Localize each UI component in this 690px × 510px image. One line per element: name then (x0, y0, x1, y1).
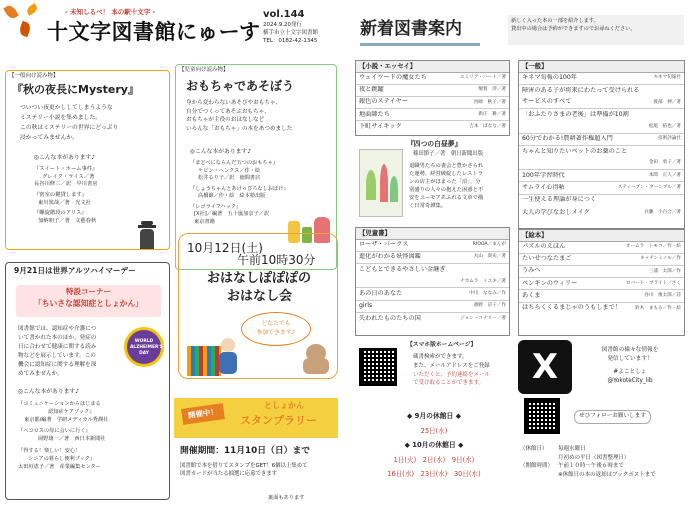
stamp-rally-section (174, 398, 338, 506)
list-item: 地面師たち 新庄 耕／著 (356, 109, 509, 121)
list-item: キネマ旬報の100年 キネマ旬報社 (519, 73, 684, 85)
book-list: 『コミュニケーションからはじまる 認知症ケアブック』 東京都/編著 学研メディカル秀潤社 『ペコロスの母に会いに行く』 岡野雄一／著 西日本新聞社 『得する！楽しい！安心！ シニアの暮らし便利ブック』 太田垣恵子／著 産業編集センター (18, 401, 109, 470)
list-item: こどもとできるやさしい金継ぎ (359, 265, 446, 273)
everyone-welcome-bubble: どなたでも 参加できます♪ (241, 312, 311, 346)
september-closed-heading: ◆ 9月の休館日 ◆ (407, 412, 461, 420)
list-item: あの日のあなた 中川 ななみ／作 (356, 288, 509, 300)
book-cover (359, 149, 403, 217)
list-item: 一生使える理論が身につく (522, 196, 597, 204)
list-heading: ◎こんな本があります♪ (18, 389, 79, 395)
list-item: 進化がわかる妖怪図鑑 丸山 貴史／著 (356, 252, 509, 264)
list-item: サムライ心得帖 スティーブン・ターンブル／著 (519, 182, 684, 194)
feature-description: ついつい夜更かししてしまうような ミステリー小説を集めました。 この秋はミステリーの世界にどっぷり 浸かってみませんか。 (20, 105, 119, 142)
stamp-title-1: としょかん (264, 401, 304, 410)
x-description: 図書館の様々な情報を 発信しています！ #よことしょ @YokoteCity_lib (601, 347, 659, 385)
october-closed-heading: ◆ 10月の休館日 ◆ (404, 441, 464, 450)
book-list: 『まどべにならんだ五つのおもちゃ』 ケビン・ヘンクス／作・絵 松井るり子／訳 徳間書店 『しょうちゃんとあけっぴろなしおばけ』 高橋節／作・絵 絵本塾出版 『レゴライフハック』 [X社]／編著 五十嵐加奈子／訳 東京書籍 (190, 160, 289, 225)
list-heading: ◎こんな本があります♪ (34, 155, 95, 161)
list-item: 60分でわかる!農耕著作権超入門 技術評論社 (519, 134, 684, 146)
stamp-period: 開催期間：11月10日（日）まで (180, 446, 311, 456)
qr-code (359, 348, 397, 386)
featured-book-title: 『四つの白昼夢』 (407, 140, 462, 148)
list-heading: ◎こんな本があります♪ (190, 149, 251, 155)
event-time: 午前10時30分 (237, 253, 316, 267)
smartphone-title: 【スマホ版ホームページ】 (407, 342, 477, 348)
event-title-2: おはなし会 (227, 289, 293, 304)
leaf-icon (25, 3, 39, 15)
new-books-title: 新着図書案内 (360, 18, 480, 46)
list-item: パズルのえほん オームラ トモコ／作・絵 (519, 242, 684, 254)
list-item: たいせつなたまご キッチンミノル／作 (519, 254, 684, 266)
follow-request: ぜひフォローお願いします (574, 410, 651, 424)
list-item: うみへ 三浦 太郎／作 (519, 266, 684, 278)
x-account-section (518, 340, 685, 438)
featured-book (355, 139, 510, 224)
list-item: 銀色のステイヤー 河﨑 秋子／著 (356, 97, 509, 109)
stamp-title-2: スタンプラリー (240, 414, 317, 427)
feature-title: 『秋の夜長にMystery』 (12, 83, 139, 96)
smartphone-description: 蔵書検索ができます。 また、メールアドレスをご登録 いただくと、予約連絡をメール で受け取ることができます。 (413, 354, 490, 387)
alzheimer-description: 図書館では、認知症や介護につ いて書かれた本のほか、発症の 日に合わせて健康に関する読み 物などを展示しています。この 機会に認知症に関する理解を深 めてみませんか。 (18, 326, 97, 378)
back-side-note: 裏面もあります (268, 495, 305, 501)
tagline: - 未知しるべ！ 本の駅十文字 - (65, 8, 156, 16)
reading-illustration (187, 332, 239, 376)
feature-title: おもちゃであそぼう (186, 79, 295, 93)
list-item: 失われたものたちの国 ジョン・コナリー／著 (359, 314, 506, 322)
volume-number: vol.144 (263, 9, 305, 20)
newsletter-header (45, 6, 335, 62)
book-list: 『スイート・ホーム事件』 グレイク・ライス／著 長谷川修二／訳 早川書房 『密室の鍵貸します』 東川篤哉／著 光文社 『螺旋階段のアリス』 加納朋子／著 文藝春秋 (34, 166, 98, 225)
x-logo-icon: X (518, 340, 572, 394)
phone-number: TEL：0182-42-1345 (263, 38, 318, 44)
leaf-icon (18, 21, 32, 38)
event-date: 10月12日(土) (187, 241, 263, 255)
featured-book-author: 篠田節子／著 朝日新聞出版 (413, 151, 484, 157)
list-item: ペンギンのウィリー ロバート・ブライト／さく (519, 278, 684, 290)
alzheimer-heading: 9月21日は世界アルツハイマーデー (14, 266, 136, 275)
section-heading: 【絵本】 (519, 230, 684, 242)
general-books-list (518, 60, 685, 229)
list-item: 障害のある子が将来にわたって受けられる (522, 86, 640, 94)
issue-date: 2024.9.20発行 (263, 22, 302, 28)
world-alzheimer-logo: WORLD ALZHEIMER'S DAY (124, 327, 164, 367)
section-heading: 【児童書】 (356, 228, 509, 240)
october-closed-days-2: 16日(水) 23日(水) 30日(水) (387, 470, 481, 479)
list-item: あくま 谷川 俊太郎／詩 (519, 290, 684, 302)
novel-essay-list (355, 60, 510, 136)
feature-description: 身から変わらないあそびやおもちゃ、 自分でつくってあそぶおもちゃ、 おもちゃが主役のおはなしなど いろんな「おもちゃ」の本をあつめました (186, 100, 293, 132)
newsletter-title: 十文字図書館にゅーす (47, 20, 261, 44)
featured-book-description: 退職男たちの妻会と豊かさられ た運勢、経営破綻したレストラ ンの店主がほまった「沼」、分 別盛りの人々の抱えた困惑と不 安をユーモアあふれる文章で描 く日常奇譚集。 (409, 163, 484, 209)
section-label: 【児童向け読み物】 (179, 67, 229, 73)
new-books-note: 新しく入った本の一部を紹介します。 貸出中の場合は予約ができますのでお尋ねください。 (508, 15, 684, 45)
smartphone-section (355, 340, 510, 404)
alzheimer-section (5, 262, 170, 500)
ongoing-badge: 開催中！ (181, 403, 225, 425)
list-item: 金田 勇子／著 (519, 158, 684, 170)
event-title-1: おはなしぽぽぽの (207, 271, 312, 286)
list-item: 「おふたりさまの老後」は準備が10割 (522, 111, 629, 119)
section-label: 【一般向け読み物】 (9, 73, 59, 79)
bear-illustration (303, 344, 329, 374)
special-corner-banner: 特設コーナー 「ちいさな認知症としょかん」 (16, 285, 161, 317)
list-item: ローザ・パークス RIOOA／まんが (356, 240, 509, 252)
september-closed-days: 25日(水) (420, 427, 448, 436)
publisher: 横手市立十文字図書館 (263, 30, 319, 36)
detective-illustration (136, 221, 158, 249)
picture-books-list (518, 229, 685, 336)
list-item: girls 濱野 京子／作 (356, 301, 509, 313)
list-item: 松尾 拓也／著 (519, 121, 684, 133)
october-closed-days-1: 1日(火) 2日(水) 9日(水) (393, 456, 475, 465)
list-item: サービスのすべて 渡部 伸／著 (519, 97, 684, 109)
list-item: ちゃんと知りたいペットのお薬のこと (522, 147, 628, 155)
list-item: 100年学習時代 本間 正人／著 (519, 170, 684, 182)
library-hours: （休館日） 毎週水曜日 月初めの平日（図書整理日） （開館時間） 午前１０時～午後６時まで ※休館日の本の返却はブックポストまで (520, 446, 656, 478)
list-item: 夜と跳躍 額賀 澪／著 (356, 85, 509, 97)
list-item: ナカムラ ミユキ／著 (356, 276, 509, 288)
general-books-section (5, 70, 170, 250)
qr-code (524, 398, 560, 434)
list-item: 下町サイキック 吉本 ばなな／著 (359, 123, 506, 131)
closed-days-section (360, 410, 508, 500)
leaf-icon (3, 3, 19, 20)
list-item: 大人の学びなおしメイク 兵藤 小百合／著 (522, 208, 681, 216)
list-item: ウェイワードの魔女たち エミリア・ハート／著 (356, 73, 509, 85)
childrens-books-list (355, 227, 510, 336)
stamp-description: 図書館で本を借りてスタンプをGET！6個以上集めて 図書カードが当たる抽選に応募できます (180, 463, 308, 478)
list-item: はちらくくるまじゃのうもしまで！ 鈴木 まもる／作・絵 (522, 304, 681, 312)
storytime-event (178, 233, 338, 379)
section-heading: 【一般】 (519, 61, 684, 73)
section-heading: 【小説・エッセイ】 (356, 61, 509, 73)
